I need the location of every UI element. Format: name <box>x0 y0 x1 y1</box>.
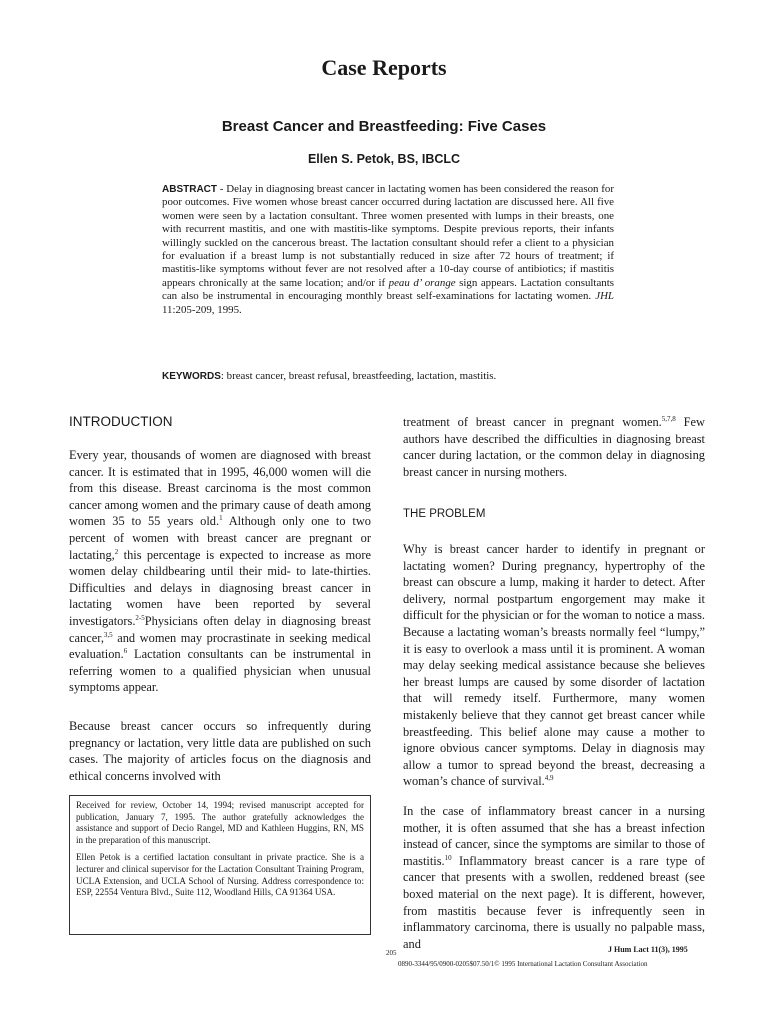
keywords-text: : breast cancer, breast refusal, breastfeeding, lactation, mastitis. <box>220 370 497 382</box>
abstract-text: sign appears. Lactation consultants can also be instrumental in encouraging monthly breast self-examinations for lactating women. <box>162 276 614 303</box>
abstract-journal-abbr: JHL <box>595 290 614 303</box>
copyright-line: 0890-3344/95/0900-0205$07.50/1© 1995 International Lactation Consultant Association <box>398 960 648 968</box>
abstract-text: - Delay in diagnosing breast cancer in lactating women has been considered the reason for poor outcomes. Five women whose breast cancer occurred during lactation are discussed here. All five women were seen by a lactation consultant. Three women presented with lumps in their breasts, one with recurrent mastitis, and one with mastitis-like symptoms. Despite previous reports, their infants willingly suckled on the cancerous breast. The lactation consultant should refer a client to a physician for evaluation if a breast lump is not substantially reduced in size after 72 hours of treatment; if mastitis-like symptoms without fever are not resolved after a 10-day course of antibiotics; if mastitis appears chronically at the same location; and/or if <box>162 183 614 289</box>
citation-ref: 3,5 <box>103 630 113 639</box>
manuscript-info-box <box>69 795 371 935</box>
body-text: and women may procrastinate in seeking medical evaluation. <box>69 630 371 662</box>
heading-the-problem: THE PROBLEM <box>403 508 486 520</box>
citation-ref: 2-5 <box>135 613 145 622</box>
section-title: Case Reports <box>321 55 447 80</box>
citation-ref: 4,9 <box>544 774 554 783</box>
journal-citation: J Hum Lact 11(3), 1995 <box>608 945 688 954</box>
citation-ref: 6 <box>123 647 128 655</box>
page-number: 205 <box>386 949 397 957</box>
citation-ref: 10 <box>444 853 452 862</box>
received-note: Received for review, October 14, 1994; revised manuscript accepted for publication, January 7, 1995. The author gratefully acknowledges the assistance and support of Decio Rangel, MD and Kathleen Huggins, RN, MS in the preparation of this manuscript. <box>76 800 364 845</box>
body-text: Why is breast cancer harder to identify in pregnant or lactating women? During pregnancy, hypertrophy of the breast can obscure a lump, making it harder to detect. After delivery, normal postpartum engorgement may make it difficult for the physician or for the woman to notice a mass. Because a lactating woman’s breasts normally feel “lumpy,” it is easy to overlook a mass until it is prominent. A woman may delay seeking medical assistance because she believes her breast lumps are caused by some disorder of lactation that will remedy itself. Furthermore, many women mistakenly believe that they cannot get breast cancer while breastfeeding. This belief alone may cause a mother to ignore obvious cancer symptoms. Delay in diagnosis may allow a tumor to spread beyond the breast, decreasing a woman’s chance of survival. <box>403 542 705 789</box>
body-text: Inflammatory breast cancer is a rare type of cancer that presents with a swollen, reddened breast (see boxed material on the next page). It is different, however, from mastitis because fever is infrequently seen in inflammatory carcinoma, there is usually no palpable mass, and <box>403 853 705 951</box>
body-text: In the case of inflammatory breast cancer in a nursing mother, it is often assumed that she has a breast infection instead of cancer, since the symptoms are similar to those of mastitis. <box>403 804 705 868</box>
citation-ref: 1 <box>219 514 223 523</box>
abstract <box>162 183 614 317</box>
body-text: Physicians often delay in diagnosing breast cancer, <box>69 613 371 645</box>
citation-ref: 5,7,8 <box>661 414 676 423</box>
intro-paragraph-1 <box>69 447 371 696</box>
body-text: treatment of breast cancer in pregnant women. <box>403 415 662 429</box>
problem-paragraph-2 <box>403 803 705 952</box>
intro-paragraph-3 <box>403 414 705 480</box>
heading-introduction: INTRODUCTION <box>69 414 173 429</box>
author-byline: Ellen S. Petok, BS, IBCLC <box>307 152 461 166</box>
body-text: Because breast cancer occurs so infrequently during pregnancy or lactation, very little data are published on such cases. The majority of articles focus on the diagnosis and ethical concerns involved with <box>69 719 371 783</box>
citation-ref: 2 <box>114 547 119 556</box>
problem-paragraph-1 <box>403 541 705 790</box>
body-text: Every year, thousands of women are diagnosed with breast cancer. It is estimated that in 1995, 46,000 women will die from this disease. Breast carcinoma is the most common cancer among women and the primary cause of death among women 35 to 55 years old. <box>69 448 371 529</box>
body-text: Lactation consultants can be instrumental in referring women to a qualified physician when unusual symptoms appear. <box>69 647 371 695</box>
body-text: Few authors have described the difficulties in diagnosing breast cancer during lactation, or the common delay in diagnosing breast cancer in nursing mothers. <box>403 415 705 479</box>
intro-paragraph-2 <box>69 718 371 784</box>
abstract-italic-term: peau d’ orange <box>388 276 456 289</box>
body-text: this percentage is expected to increase as more women delay childbearing until their mid- to late-thirties. Difficulties and delays in diagnosing breast cancer in lactating women have been reported by several investigators. <box>69 547 371 628</box>
author-bio: Ellen Petok is a certified lactation consultant in private practice. She is a lecturer and clinical supervisor for the Lactation Consultant Training Program, UCLA Extension, and UCLA School of Nursing. Address correspondence to: ESP, 22554 Ventura Blvd., Suite 112, Woodland Hills, CA 91364 USA. <box>76 852 364 898</box>
abstract-label: ABSTRACT <box>162 184 217 195</box>
abstract-citation: 11:205-209, 1995. <box>162 303 242 316</box>
keywords-label: KEYWORDS <box>162 371 221 382</box>
body-text: Although only one to two percent of women with breast cancer are pregnant or lactating, <box>69 514 371 562</box>
article-title: Breast Cancer and Breastfeeding: Five Cases <box>221 118 547 135</box>
keywords <box>162 370 614 383</box>
